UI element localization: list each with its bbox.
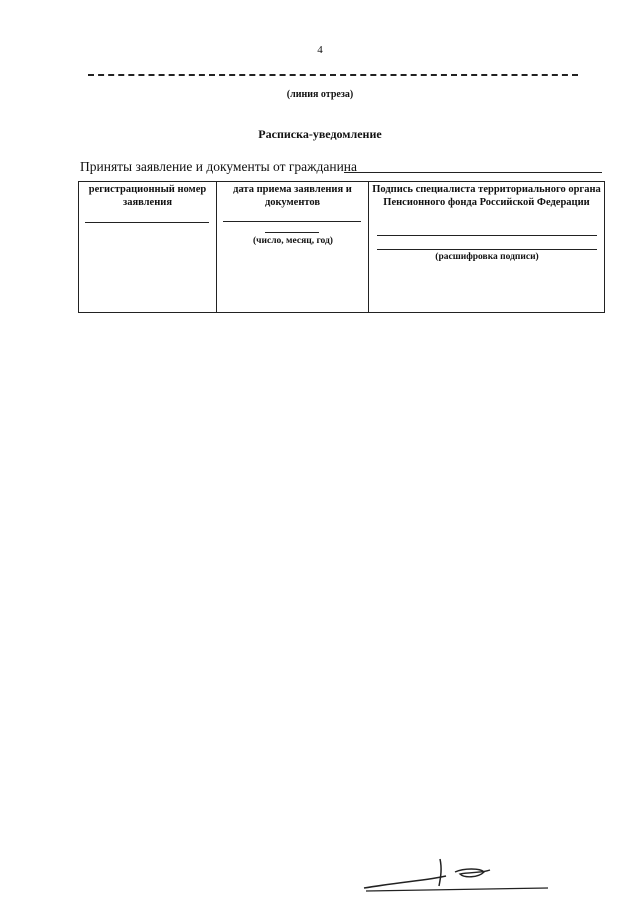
accepted-from-text: Приняты заявление и документы от гражданина — [80, 159, 358, 174]
registration-number-cell — [79, 182, 217, 313]
document-title: Расписка-уведомление — [258, 127, 382, 141]
specialist-signature-header: Подпись специалиста территориального органа Пенсионного фонда Российской Федерации — [372, 184, 601, 208]
date-short-line — [265, 232, 319, 233]
handwritten-signature — [360, 856, 550, 896]
cut-line-label: (линия отреза) — [286, 89, 354, 100]
signature-transcript-caption: (расшифровка подписи) — [435, 252, 539, 262]
specialist-signature-cell — [369, 182, 605, 313]
signature-transcript-field[interactable] — [377, 249, 597, 250]
date-caption: (число, месяц, год) — [253, 236, 333, 246]
cut-line — [88, 74, 578, 76]
page-number: 4 — [317, 44, 323, 56]
receipt-table — [78, 181, 605, 313]
receipt-date-field[interactable] — [223, 221, 361, 222]
receipt-date-header: дата приема заявления и документов — [233, 184, 352, 208]
citizen-name-field[interactable] — [344, 172, 602, 173]
receipt-date-cell — [217, 182, 369, 313]
registration-number-field[interactable] — [85, 222, 209, 223]
signature-field[interactable] — [377, 235, 597, 236]
registration-number-header: регистрационный номер заявления — [88, 184, 207, 208]
